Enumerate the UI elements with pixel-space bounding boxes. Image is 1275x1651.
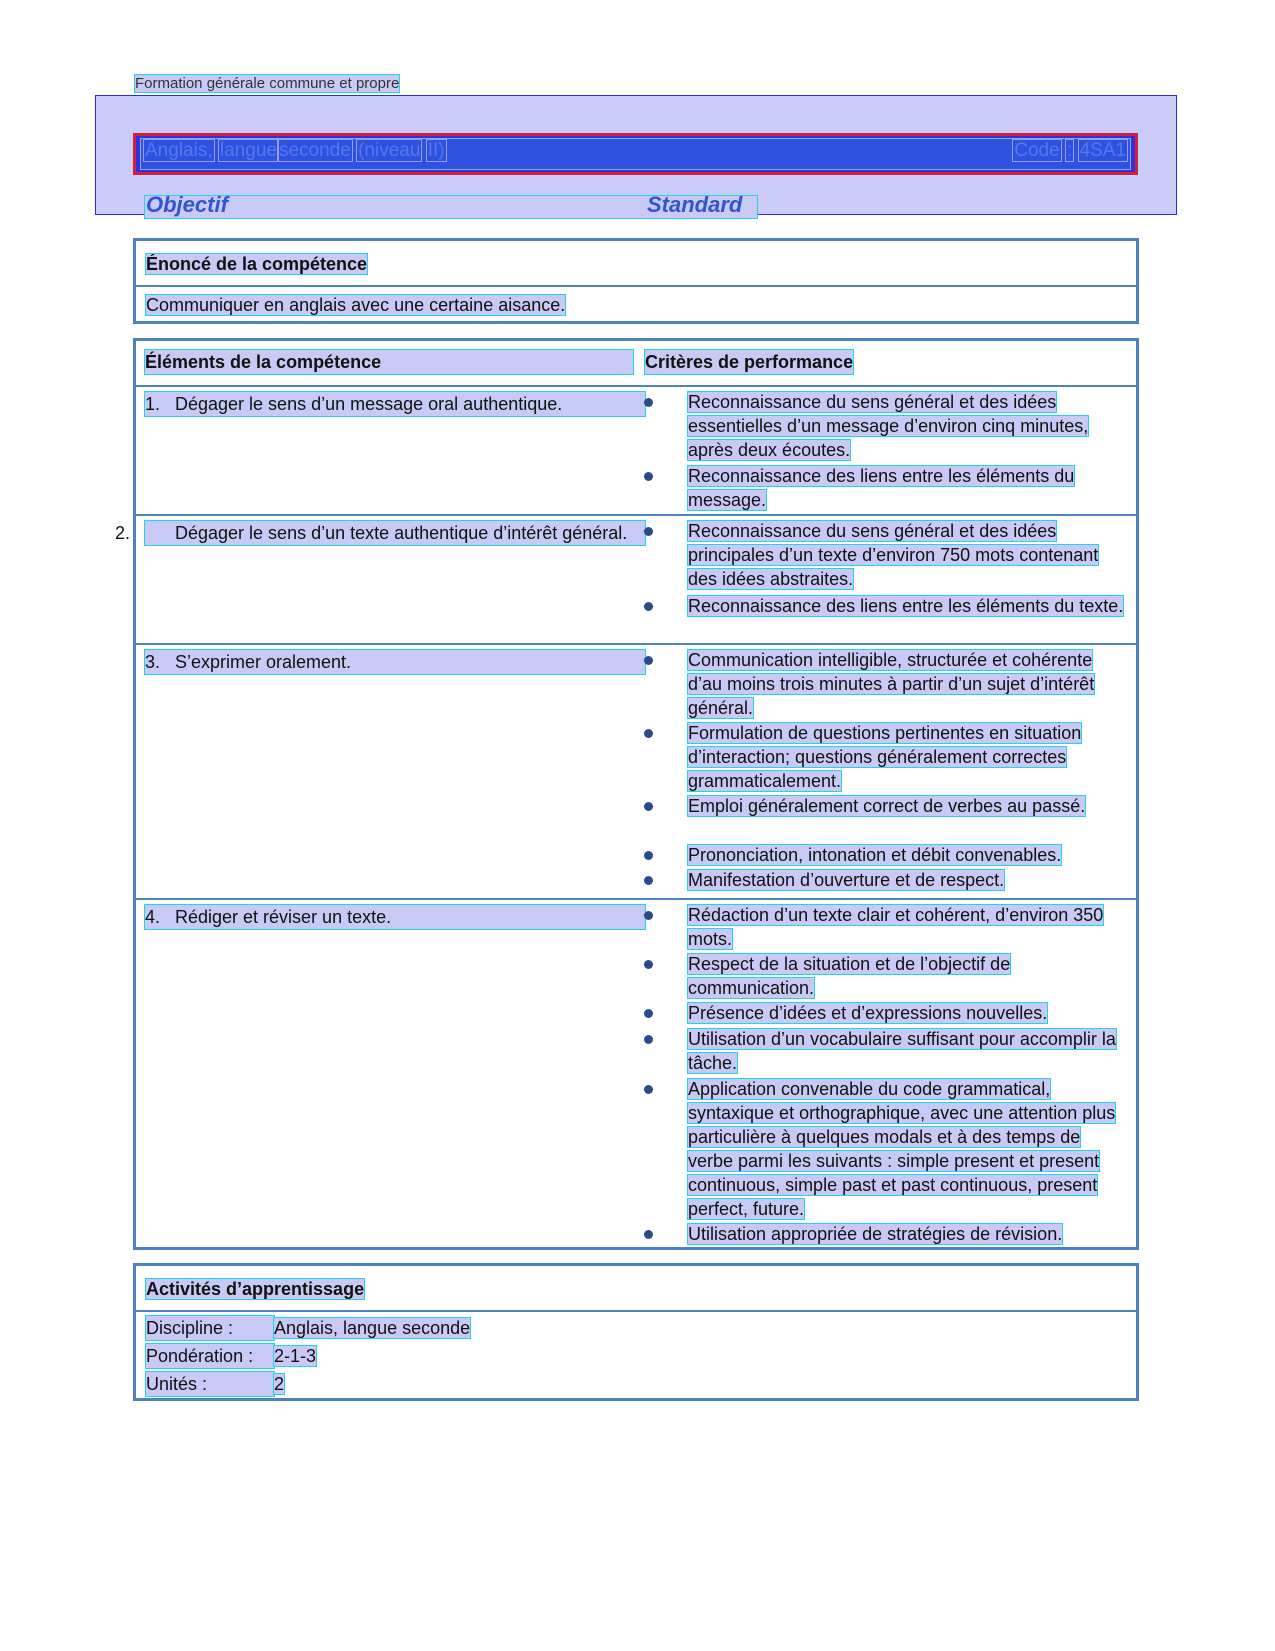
- col-criteria-header: Critères de performance: [645, 352, 854, 372]
- element-number: 1.: [145, 394, 161, 414]
- bullet-icon: [644, 527, 653, 536]
- unites-value: 2: [274, 1374, 285, 1394]
- activites-title: Activités d’apprentissage: [146, 1279, 365, 1299]
- bullet-icon: [644, 876, 653, 885]
- course-word: langue: [219, 140, 277, 161]
- activites-box: [133, 1263, 1139, 1401]
- criterion: Utilisation appropriée de stratégies de révision.: [688, 1224, 1063, 1244]
- bullet-icon: [644, 802, 653, 811]
- bullet-icon: [644, 602, 653, 611]
- enonce-title: Énoncé de la compétence: [146, 254, 368, 274]
- col-elements-header: Éléments de la compétence: [145, 350, 633, 374]
- table-row: [145, 650, 655, 674]
- criterion: Communication intelligible, structurée et cohérente d’au moins trois minutes à partir d’un sujet d’intérêt général.: [688, 650, 1095, 718]
- criterion: Emploi généralement correct de verbes au passé.: [688, 796, 1086, 816]
- bullet-icon: [644, 1230, 653, 1239]
- standard-label: Standard: [647, 192, 743, 217]
- ponderation-value: 2-1-3: [274, 1346, 317, 1366]
- element-number: 4.: [145, 907, 161, 927]
- course-word: Anglais,: [145, 140, 213, 161]
- bullet-icon: [644, 960, 653, 969]
- code-label: Code: [1014, 140, 1060, 161]
- criterion: Utilisation d’un vocabulaire suffisant pour accomplir la tâche.: [688, 1029, 1116, 1073]
- code-value: 4SA1: [1079, 140, 1126, 161]
- criterion: Rédaction d’un texte clair et cohérent, d’environ 350 mots.: [688, 905, 1104, 949]
- bullet-icon: [644, 911, 653, 920]
- course-word: (niveau: [358, 140, 421, 161]
- criterion: Prononciation, intonation et débit convenables.: [688, 845, 1062, 865]
- criterion: Formulation de questions pertinentes en situation d’interaction; questions généralement correctes grammaticalement.: [688, 723, 1082, 791]
- discipline-label: Discipline :: [146, 1316, 274, 1340]
- bullet-icon: [644, 398, 653, 407]
- bullet-icon: [644, 1085, 653, 1094]
- table-row: [115, 521, 655, 545]
- ponderation-label: Pondération :: [146, 1344, 274, 1368]
- element-number: 2.: [115, 523, 131, 543]
- table-row: [145, 392, 655, 416]
- bullet-icon: [644, 851, 653, 860]
- course-word: seconde: [278, 140, 351, 161]
- course-title-bar: [133, 133, 1138, 175]
- unites-label: Unités :: [146, 1372, 274, 1396]
- criterion: Application convenable du code grammatical, syntaxique et orthographique, avec une attention plus particulière à quelques modals et à des temps de verbe parmi les suivants : simple present et present continuous, simple past et past continuous, present perfect, future.: [688, 1079, 1116, 1219]
- bullet-icon: [644, 656, 653, 665]
- objectif-label: Objectif: [146, 192, 228, 217]
- page-caption: Formation générale commune et propre: [135, 75, 400, 92]
- enonce-text: Communiquer en anglais avec une certaine aisance.: [146, 295, 566, 315]
- criterion: Reconnaissance des liens entre les éléments du message.: [688, 466, 1075, 510]
- bullet-icon: [644, 729, 653, 738]
- course-code: [1013, 140, 1127, 162]
- element-number: 3.: [145, 652, 161, 672]
- discipline-value: Anglais, langue seconde: [274, 1318, 471, 1338]
- bullet-icon: [644, 1009, 653, 1018]
- element-text: S’exprimer oralement.: [175, 652, 352, 672]
- table-row: [145, 905, 655, 929]
- code-separator: :: [1066, 140, 1073, 161]
- element-text: Dégager le sens d’un texte authentique d’intérêt général.: [175, 523, 628, 543]
- criterion: Reconnaissance du sens général et des idées principales d’un texte d’environ 750 mots contenant des idées abstraites.: [688, 521, 1099, 589]
- course-word: II): [427, 140, 445, 161]
- element-text: Dégager le sens d’un message oral authentique.: [175, 394, 563, 414]
- criterion: Reconnaissance des liens entre les éléments du texte.: [688, 596, 1124, 616]
- criterion: Respect de la situation et de l’objectif de communication.: [688, 954, 1011, 998]
- element-text: Rédiger et réviser un texte.: [175, 907, 392, 927]
- bullet-icon: [644, 1035, 653, 1044]
- bullet-icon: [644, 472, 653, 481]
- criterion: Présence d’idées et d’expressions nouvelles.: [688, 1003, 1048, 1023]
- enonce-box: [133, 238, 1139, 324]
- course-title: [144, 140, 446, 162]
- criterion: Reconnaissance du sens général et des idées essentielles d’un message d’environ cinq minutes, après deux écoutes.: [688, 392, 1089, 460]
- criterion: Manifestation d’ouverture et de respect.: [688, 870, 1005, 890]
